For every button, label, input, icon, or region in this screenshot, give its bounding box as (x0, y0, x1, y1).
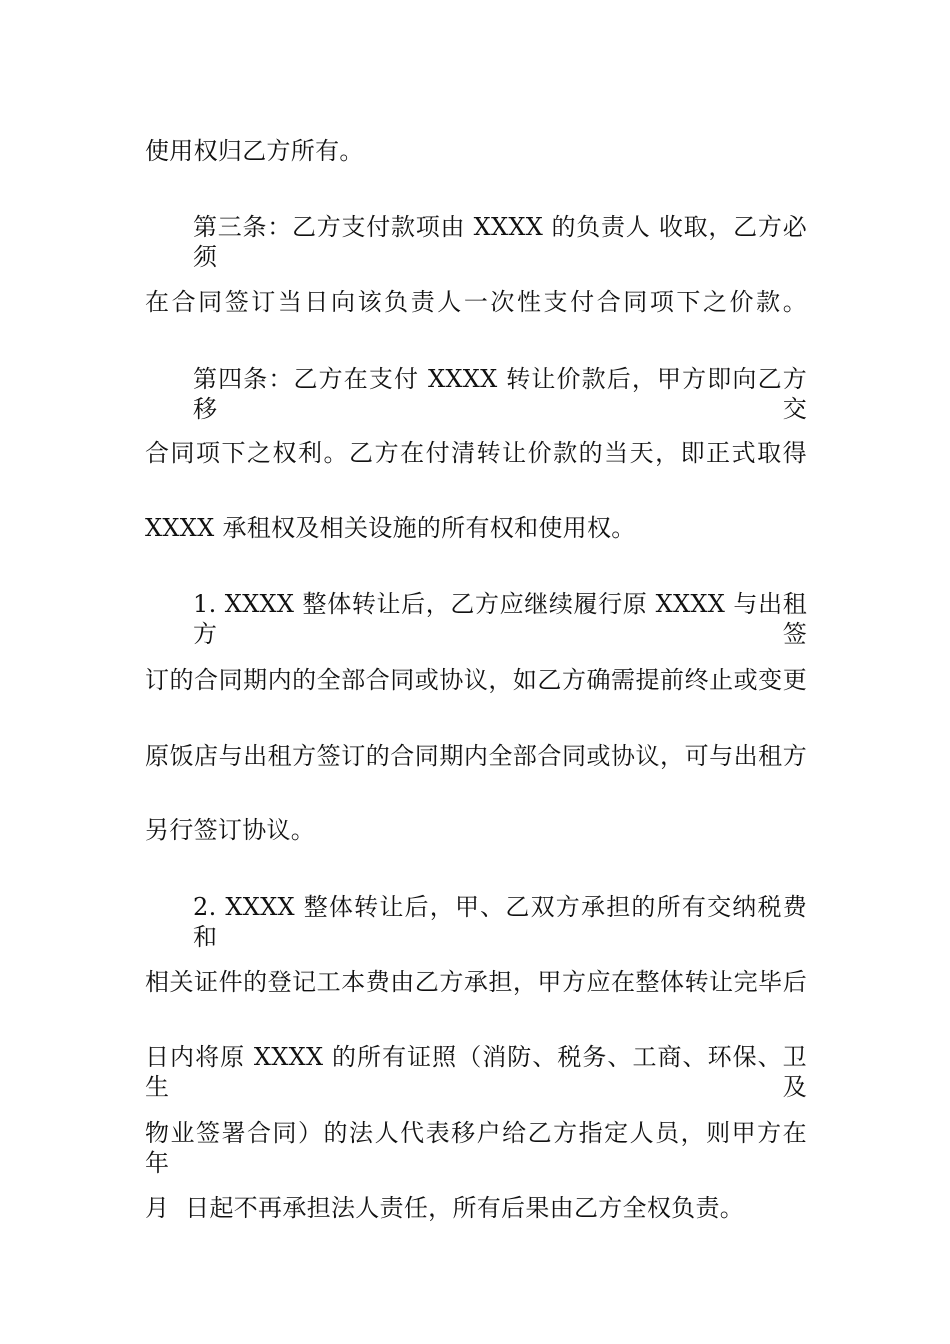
text-line: 物业签署合同）的法人代表移户给乙方指定人员，则甲方在 年 (145, 1119, 807, 1177)
text-line: 在合同签订当日向该负责人一次性支付合同项下之价款。 (145, 288, 807, 316)
text-line: 第四条：乙方在支付 XXXX 转让价款后，甲方即向乙方移交 (193, 365, 807, 423)
text-line: 另行签订协议。 (145, 816, 316, 844)
text-line: 月 日起不再承担法人责任，所有后果由乙方全权负责。 (145, 1194, 745, 1222)
text-line: 订的合同期内的全部合同或协议，如乙方确需提前终止或变更 (145, 666, 807, 694)
text-line: 2. XXXX 整体转让后，甲、乙双方承担的所有交纳税费和 (193, 893, 807, 951)
text-line: 原饭店与出租方签订的合同期内全部合同或协议，可与出租方 (145, 742, 807, 770)
text-line: 日内将原 XXXX 的所有证照（消防、税务、工商、环保、卫生及 (145, 1043, 807, 1101)
text-line: 合同项下之权利。乙方在付清转让价款的当天，即正式取得 (145, 439, 807, 467)
text-line: 使用权归乙方所有。 (145, 137, 364, 165)
text-line: 1. XXXX 整体转让后，乙方应继续履行原 XXXX 与出租方签 (193, 590, 807, 648)
text-line: 相关证件的登记工本费由乙方承担，甲方应在整体转让完毕后 (145, 968, 807, 996)
text-line: 第三条：乙方支付款项由 XXXX 的负责人 收取，乙方必须 (193, 213, 807, 271)
text-line: XXXX 承租权及相关设施的所有权和使用权。 (145, 514, 636, 542)
